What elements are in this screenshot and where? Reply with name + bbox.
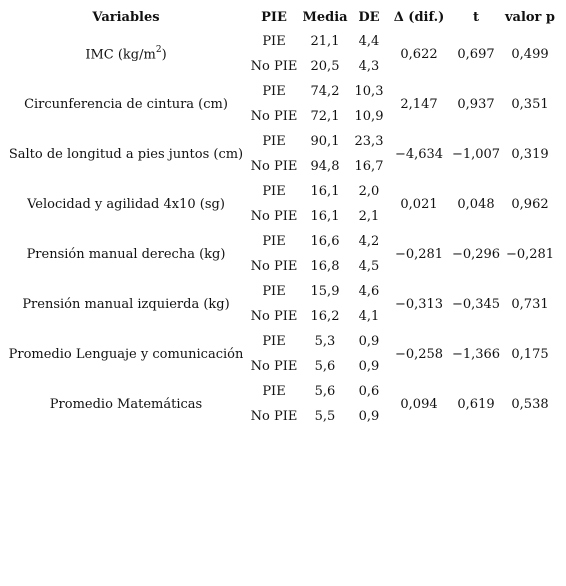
group-label: PIE xyxy=(262,134,286,149)
table-row xyxy=(4,329,558,354)
header-row xyxy=(4,5,558,29)
media-value: 16,6 xyxy=(310,234,340,249)
difference-value: −0,258 xyxy=(394,346,444,362)
group-label: PIE xyxy=(262,284,286,299)
group-label: No PIE xyxy=(250,409,298,424)
de-value: 0,9 xyxy=(358,359,380,374)
variable-name xyxy=(4,279,248,329)
media-value: 5,6 xyxy=(314,359,336,374)
p-value: 0,731 xyxy=(511,296,549,312)
variable-label: Prensión manual derecha (kg) xyxy=(26,246,226,262)
header-de: DE xyxy=(358,9,380,25)
de-value: 16,7 xyxy=(354,159,384,174)
p-value: 0,175 xyxy=(511,346,549,362)
media-value: 74,2 xyxy=(310,84,340,99)
variable-label: IMC (kg/m xyxy=(85,47,156,63)
p-value: 0,499 xyxy=(511,46,549,62)
variable-label: Promedio Lenguaje y comunicación xyxy=(8,346,244,362)
table-row xyxy=(4,279,558,304)
difference-value: 2,147 xyxy=(400,96,438,112)
de-value: 4,1 xyxy=(358,309,380,324)
group-label: PIE xyxy=(262,334,286,349)
p-value: 0,351 xyxy=(511,96,549,112)
difference-value: 0,094 xyxy=(400,396,438,412)
table-row xyxy=(4,379,558,404)
variable-label: Promedio Matemáticas xyxy=(49,396,203,412)
media-value: 16,8 xyxy=(310,259,340,274)
p-value: 0,962 xyxy=(511,196,549,212)
variable-name xyxy=(4,229,248,279)
group-label: No PIE xyxy=(250,59,298,74)
t-value: −1,007 xyxy=(451,146,501,162)
difference-value: 0,622 xyxy=(400,46,438,62)
de-value: 0,9 xyxy=(358,334,380,349)
table-row xyxy=(4,29,558,54)
p-value: −0,281 xyxy=(505,246,555,262)
variable-superscript: 2 xyxy=(155,44,162,55)
header-dif: Δ (dif.) xyxy=(393,9,445,25)
variable-label: Velocidad y agilidad 4x10 (sg) xyxy=(27,196,225,212)
variable-name xyxy=(4,179,248,229)
table-row xyxy=(4,79,558,104)
p-value: 0,538 xyxy=(511,396,549,412)
t-value: 0,619 xyxy=(457,396,495,412)
de-value: 2,0 xyxy=(358,184,380,199)
group-label: No PIE xyxy=(250,259,298,274)
variable-label: Prensión manual izquierda (kg) xyxy=(22,296,230,312)
media-value: 16,2 xyxy=(310,309,340,324)
group-label: No PIE xyxy=(250,109,298,124)
media-value: 15,9 xyxy=(310,284,340,299)
variable-name xyxy=(4,129,248,179)
variable-name xyxy=(4,329,248,379)
group-label: PIE xyxy=(262,84,286,99)
difference-value: 0,021 xyxy=(400,196,438,212)
t-value: 0,048 xyxy=(457,196,495,212)
media-value: 16,1 xyxy=(310,184,340,199)
de-value: 4,6 xyxy=(358,284,380,299)
de-value: 0,6 xyxy=(358,384,380,399)
header-pie: PIE xyxy=(261,9,287,25)
difference-value: −0,281 xyxy=(394,246,444,262)
p-value: 0,319 xyxy=(511,146,549,162)
media-value: 72,1 xyxy=(310,109,340,124)
variable-suffix: ) xyxy=(161,47,167,63)
t-value: −1,366 xyxy=(451,346,501,362)
media-value: 90,1 xyxy=(310,134,340,149)
header-variables: Variables xyxy=(92,9,160,25)
table-row xyxy=(4,229,558,254)
de-value: 10,9 xyxy=(354,109,384,124)
de-value: 23,3 xyxy=(354,134,384,149)
media-value: 5,6 xyxy=(314,384,336,399)
group-label: PIE xyxy=(262,184,286,199)
variable-label: Circunferencia de cintura (cm) xyxy=(24,96,228,112)
media-value: 21,1 xyxy=(310,34,340,49)
de-value: 10,3 xyxy=(354,84,384,99)
table-row xyxy=(4,129,558,154)
media-value: 16,1 xyxy=(310,209,340,224)
variable-label: Salto de longitud a pies juntos (cm) xyxy=(8,146,244,162)
t-value: −0,345 xyxy=(451,296,501,312)
header-p-value: valor p xyxy=(504,9,556,25)
group-label: PIE xyxy=(262,384,286,399)
group-label: No PIE xyxy=(250,309,298,324)
difference-value: −4,634 xyxy=(394,146,444,162)
media-value: 5,3 xyxy=(314,334,336,349)
de-value: 4,3 xyxy=(358,59,380,74)
t-value: 0,937 xyxy=(457,96,495,112)
variable-name xyxy=(4,379,248,429)
header-t: t xyxy=(472,9,479,25)
group-label: PIE xyxy=(262,234,286,249)
variable-name xyxy=(4,79,248,129)
group-label: No PIE xyxy=(250,159,298,174)
table-row xyxy=(4,179,558,204)
difference-value: −0,313 xyxy=(394,296,444,312)
de-value: 4,2 xyxy=(358,234,380,249)
media-value: 20,5 xyxy=(310,59,340,74)
group-label: PIE xyxy=(262,34,286,49)
de-value: 2,1 xyxy=(358,209,380,224)
media-value: 94,8 xyxy=(310,159,340,174)
group-label: No PIE xyxy=(250,209,298,224)
group-label: No PIE xyxy=(250,359,298,374)
de-value: 4,5 xyxy=(358,259,380,274)
de-value: 4,4 xyxy=(358,34,380,49)
table-body xyxy=(4,29,558,429)
t-value: 0,697 xyxy=(457,46,495,62)
de-value: 0,9 xyxy=(358,409,380,424)
t-value: −0,296 xyxy=(451,246,501,262)
variable-name xyxy=(4,29,248,79)
header-media: Media xyxy=(302,9,348,25)
media-value: 5,5 xyxy=(314,409,336,424)
results-table xyxy=(4,5,558,429)
